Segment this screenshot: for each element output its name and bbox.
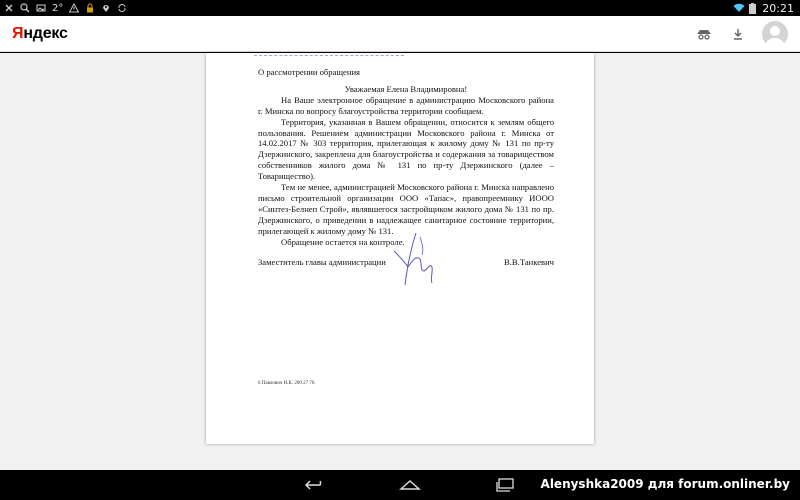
- letter-footer: 6 Павлович Н.К. 200 27 70.: [258, 381, 316, 386]
- toolbar-actions: [694, 21, 800, 47]
- letter-greeting: Уважаемая Елена Владимировна!: [344, 83, 468, 94]
- avatar-icon[interactable]: [762, 21, 788, 47]
- document-viewport[interactable]: [0, 53, 800, 470]
- letter-body: [258, 67, 554, 267]
- location-icon: [101, 3, 111, 13]
- navigation-bar: [0, 470, 800, 500]
- status-bar: [0, 0, 800, 16]
- letter-subject: О рассмотрении обращения: [258, 67, 360, 77]
- status-bar-notifications: [0, 0, 127, 16]
- wifi-icon: [733, 3, 743, 13]
- letter-paragraph: Обращение остается на контроле.: [281, 236, 405, 247]
- home-icon[interactable]: [395, 470, 425, 500]
- warning-icon: [69, 3, 79, 13]
- incognito-icon[interactable]: [694, 24, 714, 44]
- battery-icon: [749, 3, 756, 13]
- handwritten-signature: [386, 231, 446, 287]
- sync-icon: [117, 3, 127, 13]
- close-icon: [4, 3, 14, 13]
- back-icon[interactable]: [300, 470, 330, 500]
- document-page: [206, 53, 594, 444]
- yandex-logo[interactable]: Яндекс: [12, 24, 68, 42]
- letter-paragraph: На Ваше электронное обращение в администрацию Московского района г. Минска по вопросу благоустройства территории сообщаем.: [258, 94, 554, 116]
- forum-watermark: Alenyshka2009 для forum.onliner.by: [540, 477, 790, 491]
- temperature-text: 2°: [52, 2, 64, 14]
- recent-apps-icon[interactable]: [490, 470, 520, 500]
- download-icon[interactable]: [728, 24, 748, 44]
- signatory-title: Заместитель главы администрации: [258, 256, 386, 267]
- gallery-icon: [36, 3, 46, 13]
- signature-row: [258, 257, 554, 268]
- stamp-strip: [254, 53, 404, 56]
- letter-paragraph: Тем не менее, администрацией Московского района г. Минска направлено письмо строительной организации ООО «Тапас», правопреемнику ИООО «Синтез-Белнеп Строй», являвшегося застройщиком жилого дома № 131 по пр. Дзержинского, о приведении в надлежащее санитарное состояние территории, прилегающей к жилому дому № 131.: [258, 182, 554, 236]
- lock-icon: [85, 3, 95, 13]
- status-bar-system: [733, 0, 800, 16]
- letter-paragraph: Территория, указанная в Вашем обращении, относится к землям общего пользования. Решением администрации Московского района г. Минска от 14.02.2017 № 303 территория, прилегающая к жилому дому № 131 по пр-ту Дзержинского, закреплена для благоустройства и содержания за товариществом собственников жилого дома № 131 по пр-ту Дзержинского (далее – Товарищество).: [258, 116, 554, 182]
- nav-buttons: [300, 470, 520, 500]
- signatory-name: В.В.Танкевич: [504, 256, 554, 267]
- browser-toolbar: [0, 16, 800, 52]
- clock: 20:21: [762, 1, 794, 15]
- search-icon: [20, 3, 30, 13]
